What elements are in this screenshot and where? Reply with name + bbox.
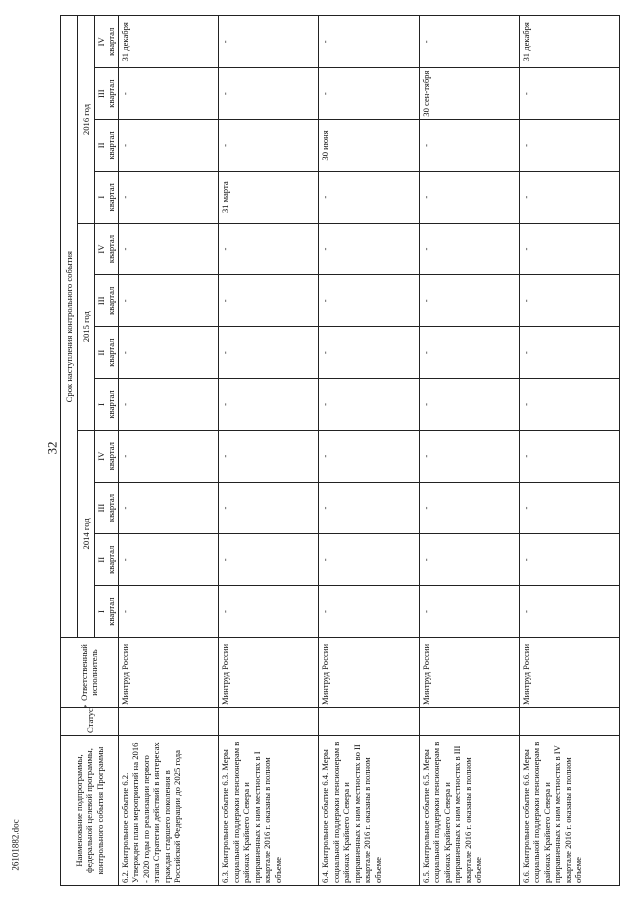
quarter-cell: - xyxy=(519,275,619,327)
event-name: 6.6. Контрольное событие 6.6. Меры социальной поддержки пенсионерам в районах Крайнего Севера и приравненных к ним местностях в IV квартале 2016 г. оказаны в полном объеме xyxy=(519,736,619,886)
control-events-table xyxy=(60,15,620,886)
quarter-number: IV xyxy=(96,451,106,461)
header-quarter xyxy=(95,275,119,327)
event-executor: Минтруд России xyxy=(519,638,619,708)
quarter-cell: - xyxy=(319,482,419,534)
quarter-word: квартал xyxy=(106,597,117,626)
quarter-word: квартал xyxy=(106,27,117,56)
quarter-cell: - xyxy=(118,275,218,327)
quarter-cell: - xyxy=(419,327,519,379)
header-deadline: Срок наступления контрольного события xyxy=(61,16,78,638)
quarter-cell: - xyxy=(319,430,419,482)
quarter-cell: - xyxy=(319,68,419,120)
quarter-cell: - xyxy=(219,120,319,172)
event-executor: Минтруд России xyxy=(319,638,419,708)
quarter-cell: 30 сен-тября xyxy=(419,68,519,120)
quarter-cell: - xyxy=(118,171,218,223)
header-quarter xyxy=(95,68,119,120)
quarter-cell: - xyxy=(118,120,218,172)
header-status: Статус* xyxy=(61,708,119,736)
quarter-cell: - xyxy=(219,68,319,120)
table-row xyxy=(319,16,419,886)
quarter-cell: - xyxy=(219,379,319,431)
quarter-number: III xyxy=(96,89,106,98)
quarter-number: I xyxy=(96,402,106,406)
quarter-cell: - xyxy=(419,16,519,68)
quarter-cell: - xyxy=(519,482,619,534)
quarter-cell: - xyxy=(419,482,519,534)
header-quarter xyxy=(95,534,119,586)
page-number: 32 xyxy=(44,441,60,455)
control-events-table-container xyxy=(60,16,620,886)
header-quarter xyxy=(95,120,119,172)
quarter-cell: 31 марта xyxy=(219,171,319,223)
table-row xyxy=(118,16,218,886)
quarter-cell: - xyxy=(219,223,319,275)
quarter-cell: - xyxy=(319,171,419,223)
header-row-1 xyxy=(61,16,78,886)
event-status xyxy=(118,708,218,736)
quarter-cell: - xyxy=(219,16,319,68)
quarter-cell: 30 июня xyxy=(319,120,419,172)
header-year: 2015 год xyxy=(78,223,95,430)
quarter-number: III xyxy=(96,296,106,306)
quarter-word: квартал xyxy=(106,390,117,419)
event-status xyxy=(219,708,319,736)
quarter-cell: - xyxy=(419,430,519,482)
quarter-word: квартал xyxy=(106,183,117,212)
quarter-cell: - xyxy=(519,68,619,120)
header-year: 2016 год xyxy=(78,16,95,223)
event-status xyxy=(319,708,419,736)
quarter-word: квартал xyxy=(106,442,117,471)
quarter-cell: - xyxy=(219,586,319,638)
quarter-word: квартал xyxy=(106,79,117,108)
header-quarter xyxy=(95,16,119,68)
quarter-cell: - xyxy=(419,379,519,431)
event-executor: Минтруд России xyxy=(219,638,319,708)
quarter-cell: - xyxy=(118,534,218,586)
quarter-cell: - xyxy=(118,223,218,275)
header-executor: Ответственный исполнитель xyxy=(61,638,119,708)
quarter-number: I xyxy=(96,195,106,199)
header-quarter xyxy=(95,327,119,379)
quarter-cell: - xyxy=(319,16,419,68)
quarter-cell: - xyxy=(419,275,519,327)
quarter-cell: - xyxy=(419,586,519,638)
quarter-cell: - xyxy=(519,120,619,172)
header-year: 2014 год xyxy=(78,430,95,637)
quarter-word: квартал xyxy=(106,234,117,264)
event-executor: Минтруд России xyxy=(419,638,519,708)
quarter-cell: - xyxy=(319,379,419,431)
quarter-cell: - xyxy=(219,275,319,327)
quarter-number: II xyxy=(96,349,106,356)
quarter-cell: - xyxy=(319,275,419,327)
quarter-cell: - xyxy=(118,379,218,431)
header-quarter xyxy=(95,171,119,223)
quarter-cell: - xyxy=(319,327,419,379)
quarter-cell: 31 декабря xyxy=(118,16,218,68)
quarter-cell: - xyxy=(419,223,519,275)
quarter-cell: - xyxy=(118,586,218,638)
quarter-cell: - xyxy=(319,534,419,586)
header-quarter xyxy=(95,379,119,431)
quarter-cell: - xyxy=(419,120,519,172)
status-footnote-mark: * xyxy=(83,704,92,709)
quarter-cell: - xyxy=(519,327,619,379)
quarter-cell: - xyxy=(519,379,619,431)
quarter-cell: - xyxy=(219,482,319,534)
quarter-cell: - xyxy=(519,223,619,275)
event-status xyxy=(519,708,619,736)
quarter-cell: - xyxy=(118,68,218,120)
quarter-cell: - xyxy=(219,430,319,482)
header-quarter xyxy=(95,482,119,534)
document-reference: 26101882.doc xyxy=(10,819,21,871)
quarter-cell: - xyxy=(519,534,619,586)
event-name: 6.5. Контрольное событие 6.5. Меры социальной поддержки пенсионерам в районах Крайнего Севера и приравненных к ним местностях в III квартале 2016 г. оказаны в полном объеме xyxy=(419,736,519,886)
event-name: 6.2. Контрольное событие 6.2. Утвержден план мероприятий на 2016 - 2020 годы по реализации первого этапа Стратегии действий в интересах граждан старшего поколения в Российской Федерации до 2025 года xyxy=(118,736,218,886)
quarter-number: III xyxy=(96,503,106,513)
quarter-cell: - xyxy=(319,586,419,638)
event-executor: Минтруд России xyxy=(118,638,218,708)
quarter-cell: - xyxy=(219,534,319,586)
header-quarter xyxy=(95,430,119,482)
quarter-number: II xyxy=(96,556,106,563)
table-row xyxy=(419,16,519,886)
quarter-cell: - xyxy=(118,430,218,482)
quarter-word: квартал xyxy=(106,493,117,523)
quarter-cell: - xyxy=(519,171,619,223)
quarter-cell: - xyxy=(419,171,519,223)
table-row xyxy=(219,16,319,886)
table-row xyxy=(519,16,619,886)
quarter-cell: - xyxy=(319,223,419,275)
quarter-cell: - xyxy=(118,327,218,379)
header-quarter xyxy=(95,586,119,638)
quarter-cell: - xyxy=(519,586,619,638)
quarter-number: II xyxy=(96,142,106,149)
quarter-cell: - xyxy=(419,534,519,586)
quarter-number: IV xyxy=(96,244,106,254)
quarter-cell: - xyxy=(519,430,619,482)
quarter-cell: 31 декабря xyxy=(519,16,619,68)
header-name: Наименование подпрограммы, федеральной целевой программы, контрольного события Программы xyxy=(61,736,119,886)
quarter-number: I xyxy=(96,610,106,614)
quarter-word: квартал xyxy=(106,545,117,574)
quarter-word: квартал xyxy=(106,338,117,367)
quarter-word: квартал xyxy=(106,286,117,315)
quarter-cell: - xyxy=(118,482,218,534)
event-name: 6.3. Контрольное событие 6.3. Меры социальной поддержки пенсионерам в районах Крайнего Севера и приравненных к ним местностях в I квартале 2016 г. оказаны в полном объеме xyxy=(219,736,319,886)
table-body xyxy=(118,16,619,886)
quarter-word: квартал xyxy=(106,131,117,160)
header-quarter xyxy=(95,223,119,275)
quarter-cell: - xyxy=(219,327,319,379)
event-name: 6.4. Контрольное событие 6.4. Меры социальной поддержки пенсионерам в районах Крайнего Севера и приравненных к ним местностях во II квартале 2016 г. оказаны в полном объеме xyxy=(319,736,419,886)
event-status xyxy=(419,708,519,736)
quarter-number: IV xyxy=(96,37,106,47)
